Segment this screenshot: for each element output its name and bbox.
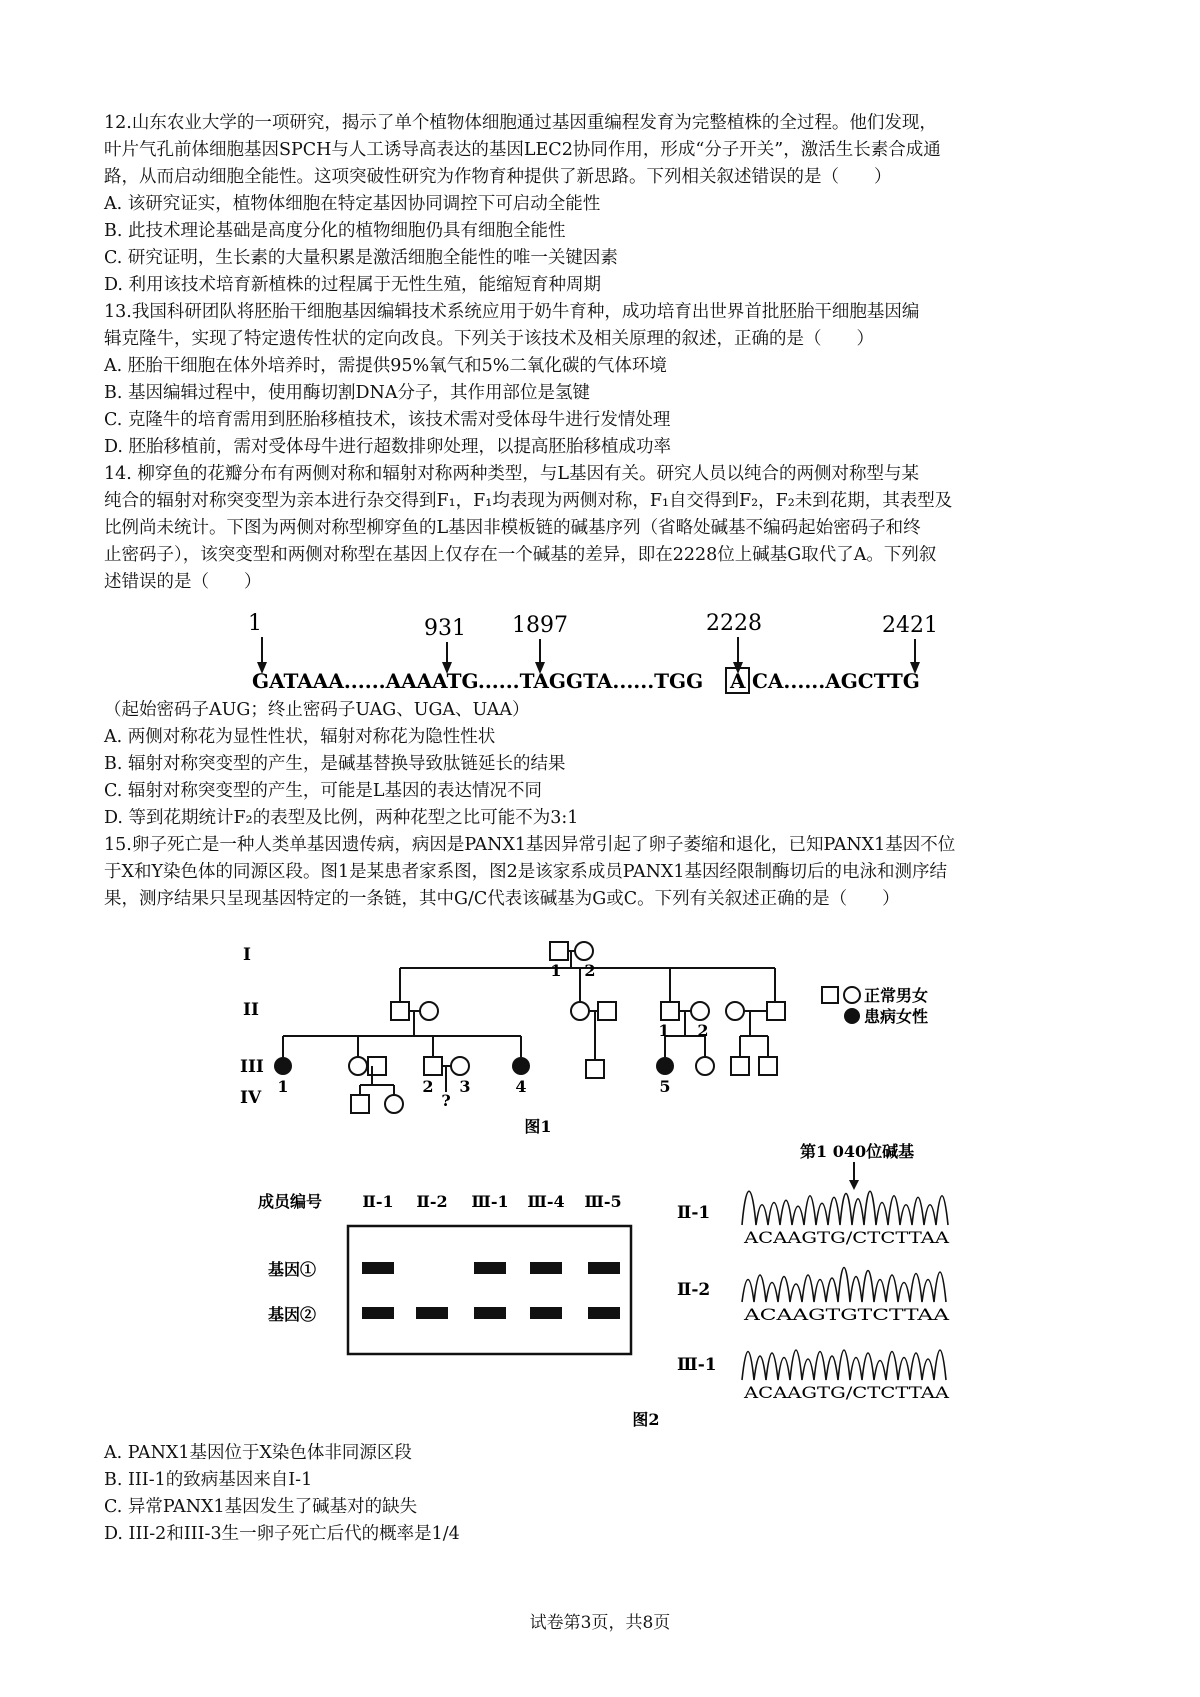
q15-stem-line: 15.卵子死亡是一种人类单基因遗传病，病因是PANX1基因异常引起了卵子萎缩和退化，已知PANX1基因不位 bbox=[104, 835, 956, 855]
gel-band bbox=[588, 1307, 620, 1319]
q15-option-c: C. 异常PANX1基因发生了碱基对的缺失 bbox=[104, 1497, 418, 1517]
individual-label: 2 bbox=[697, 1021, 709, 1040]
q15-option-d: D. III-2和III-3生一卵子死亡后代的概率是1/4 bbox=[104, 1524, 460, 1544]
gel-header-label: 成员编号 bbox=[258, 1192, 323, 1211]
position-label: 1 bbox=[248, 611, 262, 636]
gel-band bbox=[474, 1262, 506, 1274]
q14-option-b: B. 辐射对称突变型的产生，是碱基替换导致肽链延长的结果 bbox=[104, 754, 566, 774]
generation-label: III bbox=[240, 1057, 264, 1077]
unknown-offspring-label: ? bbox=[441, 1091, 451, 1110]
gene-row-label: 基因① bbox=[268, 1260, 317, 1279]
gel-band bbox=[588, 1262, 620, 1274]
member-label: Ⅱ-1 bbox=[362, 1192, 394, 1211]
individual-label: 5 bbox=[659, 1077, 671, 1096]
question-15-options bbox=[104, 1440, 1104, 1548]
chromatogram-sequence: ACAAGTGTCTTAA bbox=[742, 1305, 950, 1324]
q13-option-b: B. 基因编辑过程中，使用酶切割DNA分子，其作用部位是氢键 bbox=[104, 383, 590, 403]
position-label: 2228 bbox=[706, 611, 762, 636]
chromatogram-label: Ⅱ-1 bbox=[677, 1203, 711, 1223]
generation-label: II bbox=[243, 1000, 259, 1020]
gel-band bbox=[362, 1307, 394, 1319]
q14-option-c: C. 辐射对称突变型的产生，可能是L基因的表达情况不同 bbox=[104, 781, 543, 801]
gel-band bbox=[530, 1262, 562, 1274]
q13-stem-line: 辑克隆牛，实现了特定遗传性状的定向改良。下列关于该技术及相关原理的叙述，正确的是（ ） bbox=[104, 329, 874, 349]
gene-row-label: 基因② bbox=[268, 1305, 317, 1324]
q13-stem-line: 13.我国科研团队将胚胎干细胞基因编辑技术系统应用于奶牛育种，成功培育出世界首批胚胎干细胞基因编 bbox=[104, 302, 920, 322]
q15-option-a: A. PANX1基因位于X染色体非同源区段 bbox=[104, 1443, 412, 1463]
gel-band bbox=[416, 1307, 448, 1319]
chromatogram-sequences bbox=[743, 1228, 950, 1402]
q15-stem-line: 果，测序结果只呈现基因特定的一条链，其中G/C代表该碱基为G或C。下列有关叙述正确的是（ ） bbox=[104, 889, 900, 909]
sequence-position-title: 第1 040位碱基 bbox=[800, 1142, 915, 1161]
chromatogram-trace-1 bbox=[742, 1191, 948, 1225]
legend-affected: 患病女性 bbox=[864, 1007, 929, 1026]
position-label: 1897 bbox=[512, 613, 568, 638]
q14-option-a: A. 两侧对称花为显性性状，辐射对称花为隐性性状 bbox=[104, 727, 496, 747]
position-label: 2421 bbox=[882, 613, 938, 638]
gel-band bbox=[362, 1262, 394, 1274]
chromatogram-trace-2 bbox=[742, 1268, 946, 1303]
q14-stem-line: 纯合的辐射对称突变型为亲本进行杂交得到F₁，F₁均表现为两侧对称，F₁自交得到F₂，F₂未到花期，其表型及 bbox=[104, 491, 953, 511]
q13-option-d: D. 胚胎移植前，需对受体母牛进行超数排卵处理，以提高胚胎移植成功率 bbox=[104, 437, 672, 457]
gel-band bbox=[530, 1307, 562, 1319]
figure-2-caption: 图2 bbox=[632, 1410, 660, 1429]
member-label: Ⅲ-5 bbox=[584, 1192, 622, 1211]
legend-normal: 正常男女 bbox=[864, 986, 929, 1005]
position-label: 931 bbox=[424, 616, 466, 641]
chromatogram-sequence: ACAAGTG/CTCTTAA bbox=[742, 1228, 950, 1247]
q12-stem-line: 叶片气孔前体细胞基因SPCH与人工诱导高表达的基因LEC2协同作用，形成“分子开关”，激活生长素合成通 bbox=[104, 140, 941, 160]
q14-note: （起始密码子AUG；终止密码子UAG、UGA、UAA） bbox=[104, 700, 530, 720]
boxed-base: A bbox=[730, 669, 746, 693]
chromatogram-labels bbox=[677, 1203, 717, 1375]
figure-1-caption: 图1 bbox=[524, 1117, 552, 1136]
individual-label: 2 bbox=[584, 961, 596, 980]
chromatogram-label: Ⅲ-1 bbox=[677, 1355, 717, 1375]
individual-label: 3 bbox=[459, 1077, 471, 1096]
q14-stem-line: 比例尚未统计。下图为两侧对称型柳穿鱼的L基因非模板链的碱基序列（省略处碱基不编码起始密码子和终 bbox=[104, 518, 921, 538]
chromatogram-traces bbox=[742, 1191, 948, 1380]
sequence-part: GATAAA......AAAATG......TAGGTA......TGG bbox=[252, 669, 704, 693]
q12-stem-line: 12.山东农业大学的一项研究，揭示了单个植物体细胞通过基因重编程发育为完整植株的全过程。他们发现， bbox=[104, 113, 937, 133]
individual-label: 1 bbox=[658, 1021, 670, 1040]
chromatogram-trace-3 bbox=[742, 1350, 946, 1380]
q14-stem-line: 14. 柳穿鱼的花瓣分布有两侧对称和辐射对称两种类型，与L基因有关。研究人员以纯合的两侧对称型与某 bbox=[104, 464, 920, 484]
individual-label: 1 bbox=[277, 1077, 289, 1096]
q12-option-b: B. 此技术理论基础是高度分化的植物细胞仍具有细胞全能性 bbox=[104, 221, 566, 241]
q14-stem-line: 述错误的是（ ） bbox=[104, 572, 262, 592]
sequence-part: CA......AGCTTG bbox=[752, 669, 920, 693]
q14-stem-line: 止密码子），该突变型和两侧对称型在基因上仅存在一个碱基的差异，即在2228位上碱基G取代了A。下列叙 bbox=[104, 545, 937, 565]
member-label: Ⅲ-4 bbox=[527, 1192, 565, 1211]
chromatogram-sequence: ACAAGTG/CTCTTAA bbox=[742, 1383, 950, 1402]
q14-option-d: D. 等到花期统计F₂的表型及比例，两种花型之比可能不为3:1 bbox=[104, 808, 579, 828]
q12-stem-line: 路，从而启动细胞全能性。这项突破性研究为作物育种提供了新思路。下列相关叙述错误的是（ ） bbox=[104, 167, 892, 187]
generation-label: I bbox=[243, 945, 251, 965]
page-footer: 试卷第3页，共8页 bbox=[529, 1613, 671, 1633]
q13-option-a: A. 胚胎干细胞在体外培养时，需提供95%氧气和5%二氧化碳的气体环境 bbox=[104, 356, 667, 376]
q12-option-a: A. 该研究证实，植物体细胞在特定基因协同调控下可启动全能性 bbox=[104, 194, 601, 214]
generation-label: IV bbox=[240, 1088, 262, 1108]
q12-option-d: D. 利用该技术培育新植株的过程属于无性生殖，能缩短育种周期 bbox=[104, 275, 602, 295]
q15-option-b: B. III-1的致病基因来自Ⅰ-1 bbox=[104, 1470, 313, 1490]
chromatogram-label: Ⅱ-2 bbox=[677, 1280, 711, 1300]
gel-frame bbox=[348, 1226, 631, 1354]
gel-header bbox=[258, 1192, 622, 1324]
member-label: Ⅱ-2 bbox=[416, 1192, 448, 1211]
member-label: Ⅲ-1 bbox=[471, 1192, 509, 1211]
gel-band bbox=[474, 1307, 506, 1319]
q12-option-c: C. 研究证明，生长素的大量积累是激活细胞全能性的唯一关键因素 bbox=[104, 248, 618, 268]
q13-option-c: C. 克隆牛的培育需用到胚胎移植技术，该技术需对受体母牛进行发情处理 bbox=[104, 410, 671, 430]
gel-bands bbox=[362, 1262, 620, 1319]
q15-stem-line: 于X和Y染色体的同源区段。图1是某患者家系图，图2是该家系成员PANX1基因经限制酶切后的电泳和测序结 bbox=[104, 862, 947, 882]
individual-label: 1 bbox=[550, 961, 562, 980]
individual-label: 4 bbox=[515, 1077, 527, 1096]
individual-label: 2 bbox=[422, 1077, 434, 1096]
